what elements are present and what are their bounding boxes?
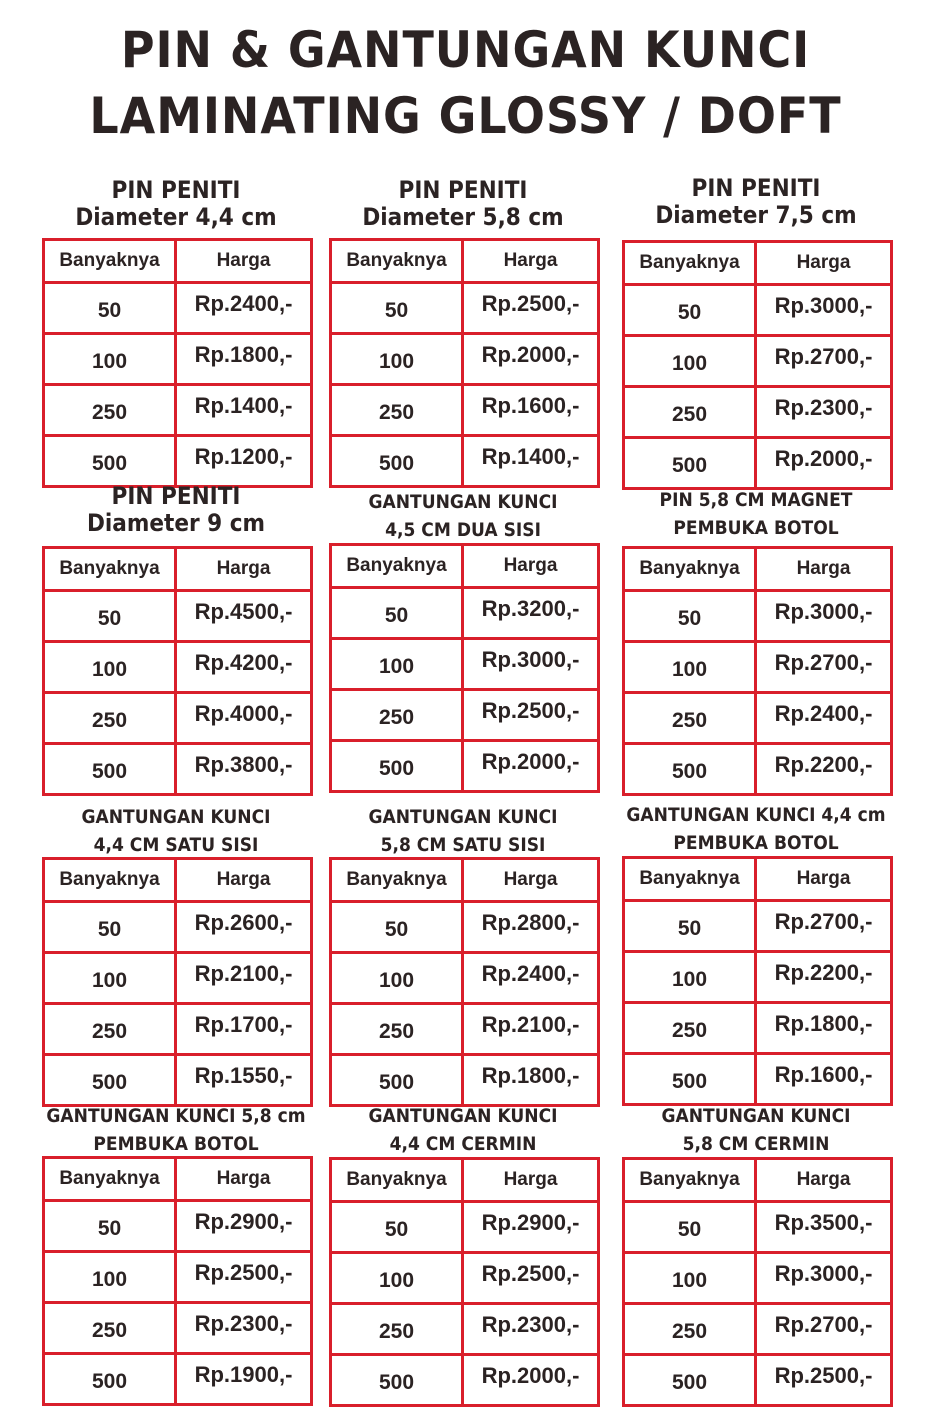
- qty-cell: 500: [44, 744, 176, 795]
- card-title-line-1: GANTUNGAN KUNCI: [368, 1105, 558, 1127]
- card-title-line-1: GANTUNGAN KUNCI: [368, 806, 558, 828]
- card-title-line-2: PEMBUKA BOTOL: [673, 832, 839, 854]
- qty-cell: 500: [44, 436, 176, 487]
- price-cell: Rp.2400,-: [176, 283, 312, 334]
- card-title: [22, 1102, 330, 1158]
- card-title-line-2: Diameter 5,8 cm: [362, 203, 564, 231]
- qty-cell: 100: [331, 639, 463, 690]
- header-qty: Banyaknya: [331, 859, 463, 902]
- table-row: [624, 591, 892, 642]
- card-title: [309, 803, 617, 859]
- qty-cell: 50: [44, 902, 176, 953]
- price-cell: Rp.2100,-: [463, 1004, 599, 1055]
- price-cell: Rp.4200,-: [176, 642, 312, 693]
- price-table: [42, 546, 313, 796]
- table-row: [624, 642, 892, 693]
- card-title-line-1: GANTUNGAN KUNCI 5,8 cm: [46, 1105, 306, 1127]
- qty-cell: 100: [624, 952, 756, 1003]
- price-cell: Rp.2200,-: [756, 952, 892, 1003]
- qty-cell: 50: [624, 1202, 756, 1253]
- qty-cell: 250: [331, 690, 463, 741]
- header-price: Harga: [756, 858, 892, 901]
- price-table: [622, 240, 893, 490]
- price-cell: Rp.2700,-: [756, 901, 892, 952]
- table-row: [44, 283, 312, 334]
- header-qty: Banyaknya: [44, 1158, 176, 1201]
- price-cell: Rp.2200,-: [756, 744, 892, 795]
- qty-cell: 500: [331, 1355, 463, 1406]
- qty-cell: 50: [624, 901, 756, 952]
- price-table: [42, 238, 313, 488]
- price-cell: Rp.1200,-: [176, 436, 312, 487]
- table-row: [331, 385, 599, 436]
- table-row: [331, 588, 599, 639]
- card-title-line-1: PIN PENITI: [398, 176, 528, 204]
- qty-cell: 250: [331, 1004, 463, 1055]
- qty-cell: 250: [331, 385, 463, 436]
- price-cell: Rp.2900,-: [176, 1201, 312, 1252]
- card-title-line-2: 4,5 CM DUA SISI: [385, 519, 541, 541]
- price-cell: Rp.1400,-: [176, 385, 312, 436]
- qty-cell: 500: [624, 1355, 756, 1406]
- price-cell: Rp.2500,-: [756, 1355, 892, 1406]
- table-row: [624, 438, 892, 489]
- price-cell: Rp.2300,-: [463, 1304, 599, 1355]
- qty-cell: 50: [44, 591, 176, 642]
- table-header-row: [331, 1159, 599, 1202]
- header-qty: Banyaknya: [331, 240, 463, 283]
- table-row: [44, 1252, 312, 1303]
- card-title: [602, 175, 910, 229]
- qty-cell: 100: [624, 642, 756, 693]
- price-table: [329, 543, 600, 793]
- card-title: [22, 803, 330, 859]
- price-cell: Rp.4500,-: [176, 591, 312, 642]
- table-row: [44, 953, 312, 1004]
- price-cell: Rp.2600,-: [176, 902, 312, 953]
- price-table: [329, 1157, 600, 1407]
- qty-cell: 250: [44, 1303, 176, 1354]
- qty-cell: 500: [331, 741, 463, 792]
- table-row: [44, 334, 312, 385]
- table-row: [331, 1004, 599, 1055]
- header-qty: Banyaknya: [624, 242, 756, 285]
- qty-cell: 100: [331, 953, 463, 1004]
- price-cell: Rp.2800,-: [463, 902, 599, 953]
- card-title-line-2: 4,4 CM CERMIN: [389, 1133, 537, 1155]
- table-row: [624, 901, 892, 952]
- header-qty: Banyaknya: [44, 548, 176, 591]
- qty-cell: 500: [624, 438, 756, 489]
- card-title-line-2: Diameter 4,4 cm: [75, 203, 277, 231]
- price-cell: Rp.3800,-: [176, 744, 312, 795]
- card-title-line-2: 4,4 CM SATU SISI: [93, 834, 259, 856]
- price-cell: Rp.2500,-: [463, 283, 599, 334]
- table-header-row: [331, 859, 599, 902]
- table-row: [331, 1055, 599, 1106]
- header-price: Harga: [176, 859, 312, 902]
- table-header-row: [331, 240, 599, 283]
- card-title-line-1: GANTUNGAN KUNCI: [661, 1105, 851, 1127]
- table-header-row: [44, 859, 312, 902]
- table-row: [331, 902, 599, 953]
- price-cell: Rp.1600,-: [463, 385, 599, 436]
- card-title: [309, 1102, 617, 1158]
- qty-cell: 100: [624, 1253, 756, 1304]
- table-row: [624, 336, 892, 387]
- table-row: [624, 1304, 892, 1355]
- price-cell: Rp.3200,-: [463, 588, 599, 639]
- table-row: [331, 953, 599, 1004]
- price-table: [622, 1157, 893, 1407]
- price-cell: Rp.2300,-: [176, 1303, 312, 1354]
- qty-cell: 500: [331, 1055, 463, 1106]
- table-row: [331, 1202, 599, 1253]
- qty-cell: 500: [44, 1055, 176, 1106]
- card-title: [22, 483, 330, 537]
- price-cell: Rp.2700,-: [756, 336, 892, 387]
- header-qty: Banyaknya: [44, 859, 176, 902]
- header-qty: Banyaknya: [331, 1159, 463, 1202]
- table-row: [624, 952, 892, 1003]
- header-qty: Banyaknya: [331, 545, 463, 588]
- price-cell: Rp.2000,-: [463, 741, 599, 792]
- table-row: [624, 1202, 892, 1253]
- table-row: [331, 1355, 599, 1406]
- card-title-line-2: 5,8 CM SATU SISI: [380, 834, 546, 856]
- qty-cell: 100: [44, 334, 176, 385]
- qty-cell: 50: [44, 283, 176, 334]
- card-title-line-1: GANTUNGAN KUNCI: [81, 806, 271, 828]
- table-row: [624, 1355, 892, 1406]
- price-cell: Rp.2700,-: [756, 1304, 892, 1355]
- price-cell: Rp.3000,-: [756, 591, 892, 642]
- table-header-row: [44, 548, 312, 591]
- qty-cell: 50: [331, 902, 463, 953]
- qty-cell: 50: [331, 283, 463, 334]
- price-cell: Rp.1900,-: [176, 1354, 312, 1405]
- header-price: Harga: [463, 1159, 599, 1202]
- qty-cell: 100: [44, 953, 176, 1004]
- qty-cell: 500: [624, 744, 756, 795]
- card-title-line-2: PEMBUKA BOTOL: [93, 1133, 259, 1155]
- table-row: [44, 1354, 312, 1405]
- card-title-line-2: 5,8 CM CERMIN: [682, 1133, 830, 1155]
- table-row: [624, 693, 892, 744]
- card-title: [22, 177, 330, 231]
- qty-cell: 50: [624, 285, 756, 336]
- header-qty: Banyaknya: [44, 240, 176, 283]
- table-row: [44, 436, 312, 487]
- table-row: [44, 642, 312, 693]
- price-cell: Rp.3000,-: [756, 285, 892, 336]
- card-title: [309, 177, 617, 231]
- price-cell: Rp.1800,-: [756, 1003, 892, 1054]
- price-cell: Rp.1700,-: [176, 1004, 312, 1055]
- table-row: [331, 283, 599, 334]
- qty-cell: 100: [624, 336, 756, 387]
- price-cell: Rp.2300,-: [756, 387, 892, 438]
- table-header-row: [624, 548, 892, 591]
- table-row: [44, 902, 312, 953]
- price-table: [622, 546, 893, 796]
- price-cell: Rp.1600,-: [756, 1054, 892, 1105]
- price-cell: Rp.2500,-: [463, 690, 599, 741]
- header-price: Harga: [176, 1158, 312, 1201]
- header-price: Harga: [176, 548, 312, 591]
- page-title-line-1: PIN & GANTUNGAN KUNCI: [120, 21, 811, 79]
- table-row: [44, 385, 312, 436]
- price-table: [329, 238, 600, 488]
- table-row: [331, 1253, 599, 1304]
- header-price: Harga: [756, 1159, 892, 1202]
- price-cell: Rp.2000,-: [463, 1355, 599, 1406]
- card-title: [602, 801, 910, 857]
- table-header-row: [331, 545, 599, 588]
- table-row: [331, 1304, 599, 1355]
- table-row: [44, 693, 312, 744]
- table-row: [44, 591, 312, 642]
- price-table: [42, 857, 313, 1107]
- card-title-line-1: PIN 5,8 CM MAGNET: [659, 489, 853, 511]
- price-cell: Rp.2400,-: [756, 693, 892, 744]
- price-cell: Rp.1400,-: [463, 436, 599, 487]
- table-row: [331, 436, 599, 487]
- table-row: [331, 690, 599, 741]
- header-price: Harga: [463, 545, 599, 588]
- header-price: Harga: [463, 240, 599, 283]
- header-qty: Banyaknya: [624, 548, 756, 591]
- table-row: [44, 1303, 312, 1354]
- table-row: [331, 741, 599, 792]
- price-table: [329, 857, 600, 1107]
- qty-cell: 250: [331, 1304, 463, 1355]
- card-title-line-2: Diameter 7,5 cm: [655, 201, 857, 229]
- card-title: [602, 1102, 910, 1158]
- qty-cell: 50: [624, 591, 756, 642]
- qty-cell: 50: [331, 1202, 463, 1253]
- card-title-line-1: PIN PENITI: [111, 176, 241, 204]
- card-title-line-2: Diameter 9 cm: [86, 509, 266, 537]
- qty-cell: 250: [624, 693, 756, 744]
- table-header-row: [624, 1159, 892, 1202]
- header-price: Harga: [463, 859, 599, 902]
- header-qty: Banyaknya: [624, 1159, 756, 1202]
- qty-cell: 250: [624, 1304, 756, 1355]
- table-row: [624, 744, 892, 795]
- qty-cell: 100: [44, 642, 176, 693]
- table-row: [624, 1253, 892, 1304]
- price-cell: Rp.1550,-: [176, 1055, 312, 1106]
- qty-cell: 100: [331, 334, 463, 385]
- price-cell: Rp.4000,-: [176, 693, 312, 744]
- table-row: [44, 1004, 312, 1055]
- table-row: [44, 744, 312, 795]
- header-price: Harga: [756, 548, 892, 591]
- price-cell: Rp.1800,-: [176, 334, 312, 385]
- table-row: [331, 334, 599, 385]
- price-cell: Rp.3000,-: [756, 1253, 892, 1304]
- qty-cell: 50: [44, 1201, 176, 1252]
- card-title-line-1: GANTUNGAN KUNCI: [368, 491, 558, 513]
- table-header-row: [44, 240, 312, 283]
- price-cell: Rp.3500,-: [756, 1202, 892, 1253]
- header-price: Harga: [756, 242, 892, 285]
- card-title-line-1: PIN PENITI: [111, 482, 241, 510]
- price-cell: Rp.2700,-: [756, 642, 892, 693]
- table-row: [624, 1003, 892, 1054]
- table-header-row: [624, 242, 892, 285]
- qty-cell: 500: [44, 1354, 176, 1405]
- price-table: [42, 1156, 313, 1406]
- qty-cell: 250: [624, 1003, 756, 1054]
- price-cell: Rp.3000,-: [463, 639, 599, 690]
- card-title: [602, 486, 910, 542]
- qty-cell: 50: [331, 588, 463, 639]
- price-cell: Rp.2500,-: [176, 1252, 312, 1303]
- header-qty: Banyaknya: [624, 858, 756, 901]
- qty-cell: 500: [624, 1054, 756, 1105]
- table-header-row: [44, 1158, 312, 1201]
- page-title-line-2: LAMINATING GLOSSY / DOFT: [89, 87, 842, 145]
- card-title-line-2: PEMBUKA BOTOL: [673, 517, 839, 539]
- price-table: [622, 856, 893, 1106]
- price-cell: Rp.1800,-: [463, 1055, 599, 1106]
- price-cell: Rp.2900,-: [463, 1202, 599, 1253]
- table-row: [624, 387, 892, 438]
- table-row: [624, 285, 892, 336]
- qty-cell: 100: [331, 1253, 463, 1304]
- table-row: [44, 1201, 312, 1252]
- qty-cell: 250: [44, 385, 176, 436]
- qty-cell: 250: [624, 387, 756, 438]
- price-cell: Rp.2500,-: [463, 1253, 599, 1304]
- qty-cell: 500: [331, 436, 463, 487]
- card-title: [309, 488, 617, 544]
- table-header-row: [624, 858, 892, 901]
- price-cell: Rp.2400,-: [463, 953, 599, 1004]
- table-row: [331, 639, 599, 690]
- qty-cell: 250: [44, 693, 176, 744]
- table-row: [44, 1055, 312, 1106]
- price-cell: Rp.2100,-: [176, 953, 312, 1004]
- card-title-line-1: PIN PENITI: [691, 174, 821, 202]
- qty-cell: 100: [44, 1252, 176, 1303]
- qty-cell: 250: [44, 1004, 176, 1055]
- price-cell: Rp.2000,-: [463, 334, 599, 385]
- header-price: Harga: [176, 240, 312, 283]
- price-cell: Rp.2000,-: [756, 438, 892, 489]
- card-title-line-1: GANTUNGAN KUNCI 4,4 cm: [626, 804, 886, 826]
- table-row: [624, 1054, 892, 1105]
